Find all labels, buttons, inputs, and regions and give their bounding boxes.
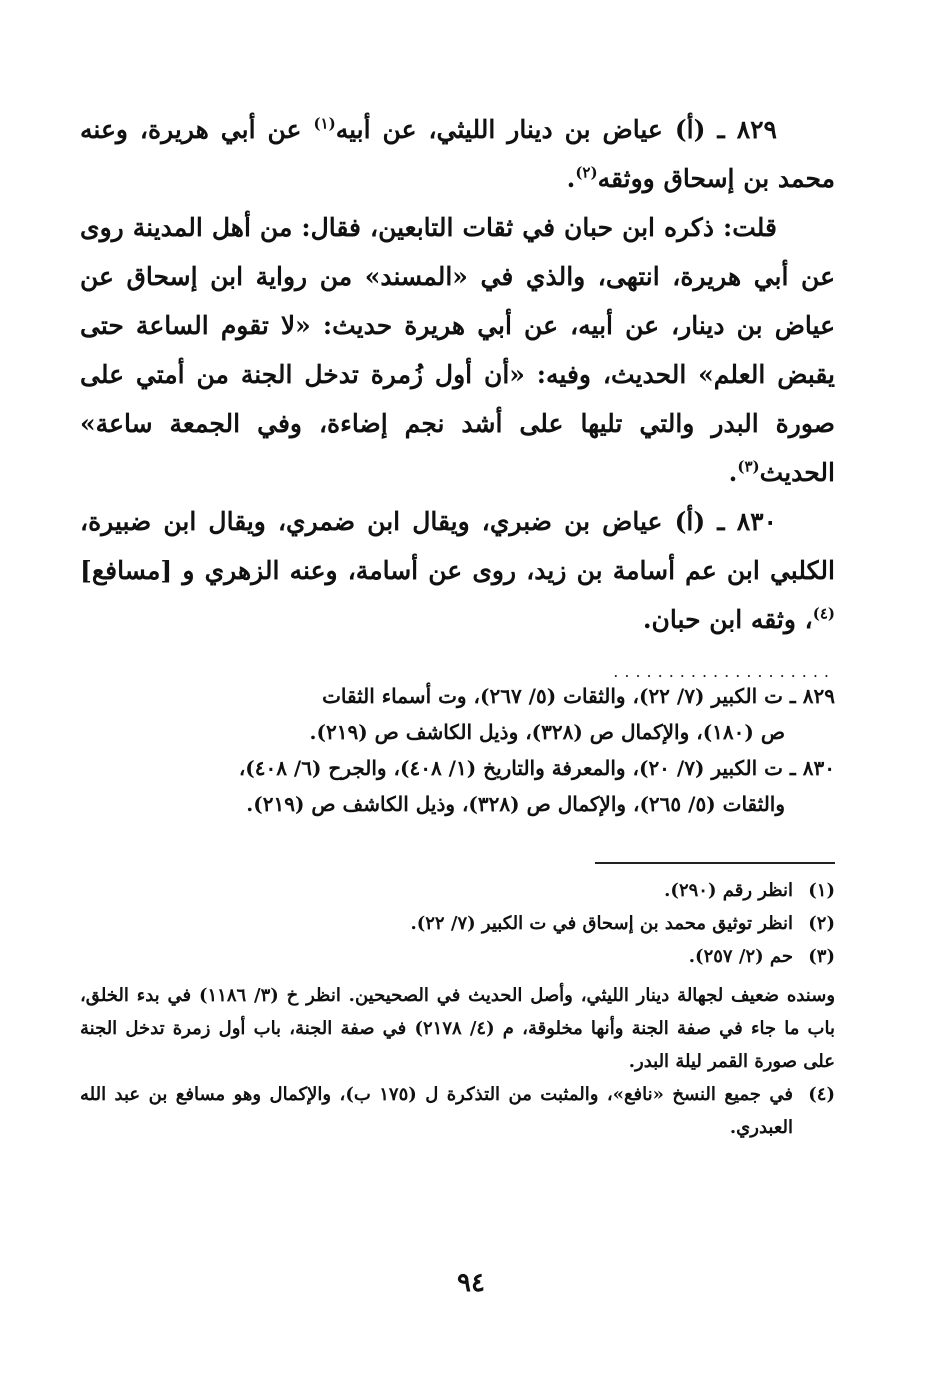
- reference-830-line1: ٨٣٠ ـ ت الكبير (٧/ ٢٠)، والمعرفة والتاريخ (١/ ٤٠٨)، والجرح (٦/ ٤٠٨)،: [238, 756, 835, 780]
- separator-dots: [80, 662, 835, 681]
- main-text: [80, 105, 835, 644]
- reference-829: [80, 678, 835, 750]
- footnote-4-number: (٤): [808, 1084, 835, 1105]
- reference-829-line1: ٨٢٩ ـ ت الكبير (٧/ ٢٢)، والثقات (٥/ ٢٦٧)، وت أسماء الثقات: [322, 684, 835, 708]
- reference-830: [80, 750, 835, 822]
- footnote-1-text: انظر رقم (٢٩٠).: [664, 880, 793, 901]
- footnote-2-text: انظر توثيق محمد بن إسحاق في ت الكبير (٧/ ٢٢).: [410, 913, 793, 934]
- footnote-4-text: في جميع النسخ «نافع»، والمثبت من التذكرة ل (١٧٥ ب)، والإكمال وهو مسافع بن عبد الله العبدري.: [80, 1084, 793, 1138]
- footnote-ref-1: (١): [313, 114, 336, 133]
- entry-829-text: ٨٢٩ ـ (أ) عياض بن دينار الليثي، عن أبيه: [335, 115, 777, 144]
- comment-paragraph: [80, 203, 835, 497]
- entry-829-end: .: [566, 164, 576, 193]
- page-number: ٩٤: [457, 1268, 485, 1298]
- footnote-3-number: (٣): [808, 946, 835, 967]
- footnotes: [80, 874, 835, 1144]
- comment-text: قلت: ذكره ابن حبان في ثقات التابعين، فقال: من أهل المدينة روى عن أبي هريرة، انتهى، والذي في «المسند» من رواية ابن إسحاق عن عياض بن دينار، عن أبيه، عن أبي هريرة حديث: «لا تقوم الساعة حتى يقبض العلم» الحديث، وفيه: «أن أول زُمرة تدخل الجنة من أمتي على صورة البدر والتي تليها على أشد نجم إضاءة، وفي الجمعة ساعة» الحديث: [80, 213, 835, 487]
- reference-830-line2: والثقات (٥/ ٢٦٥)، والإكمال ص (٣٢٨)، وذيل الكاشف ص (٢١٩).: [246, 792, 785, 816]
- entry-830-end: ، وثقه ابن حبان.: [642, 605, 813, 634]
- references: [80, 678, 835, 822]
- footnote-ref-4: (٤): [812, 604, 835, 623]
- footnote-3-text: حم (٢/ ٢٥٧).: [688, 946, 793, 967]
- entry-830-text: ٨٣٠ ـ (أ) عياض بن ضبري، ويقال ابن ضمري، ويقال ابن ضبيرة، الكلبي ابن عم أسامة بن زيد، روى عن أسامة، وعنه الزهري و [مسافع]: [80, 507, 835, 585]
- footnote-1-number: (١): [808, 880, 835, 901]
- entry-829: [80, 105, 835, 203]
- footnote-2: [80, 907, 835, 940]
- footnote-3-continuation: وسنده ضعيف لجهالة دينار الليثي، وأصل الحديث في الصحيحين. انظر خ (٣/ ١١٨٦) في بدء الخلق، باب ما جاء في صفة الجنة وأنها مخلوقة، م (٤/ ٢١٧٨) في صفة الجنة، باب أول زمرة تدخل الجنة على صورة القمر ليلة البدر.: [80, 985, 836, 1072]
- footnote-ref-3: (٣): [737, 457, 760, 476]
- footnote-1: [80, 874, 835, 907]
- entry-830: [80, 497, 835, 644]
- reference-829-line2: ص (١٨٠)، والإكمال ص (٣٢٨)، وذيل الكاشف ص (٢١٩).: [309, 720, 785, 744]
- footnote-divider: [595, 862, 835, 864]
- footnote-2-number: (٢): [808, 913, 835, 934]
- footnote-ref-2: (٢): [575, 163, 598, 182]
- comment-end: .: [728, 458, 738, 487]
- separator-dots-text: ....................: [613, 662, 835, 681]
- footnote-4: [80, 1078, 835, 1144]
- entry-829-text-cont: عن أبي هريرة، وعنه محمد بن إسحاق ووثقه: [80, 115, 835, 193]
- footnote-3: [80, 940, 835, 973]
- page-body: [80, 105, 835, 1305]
